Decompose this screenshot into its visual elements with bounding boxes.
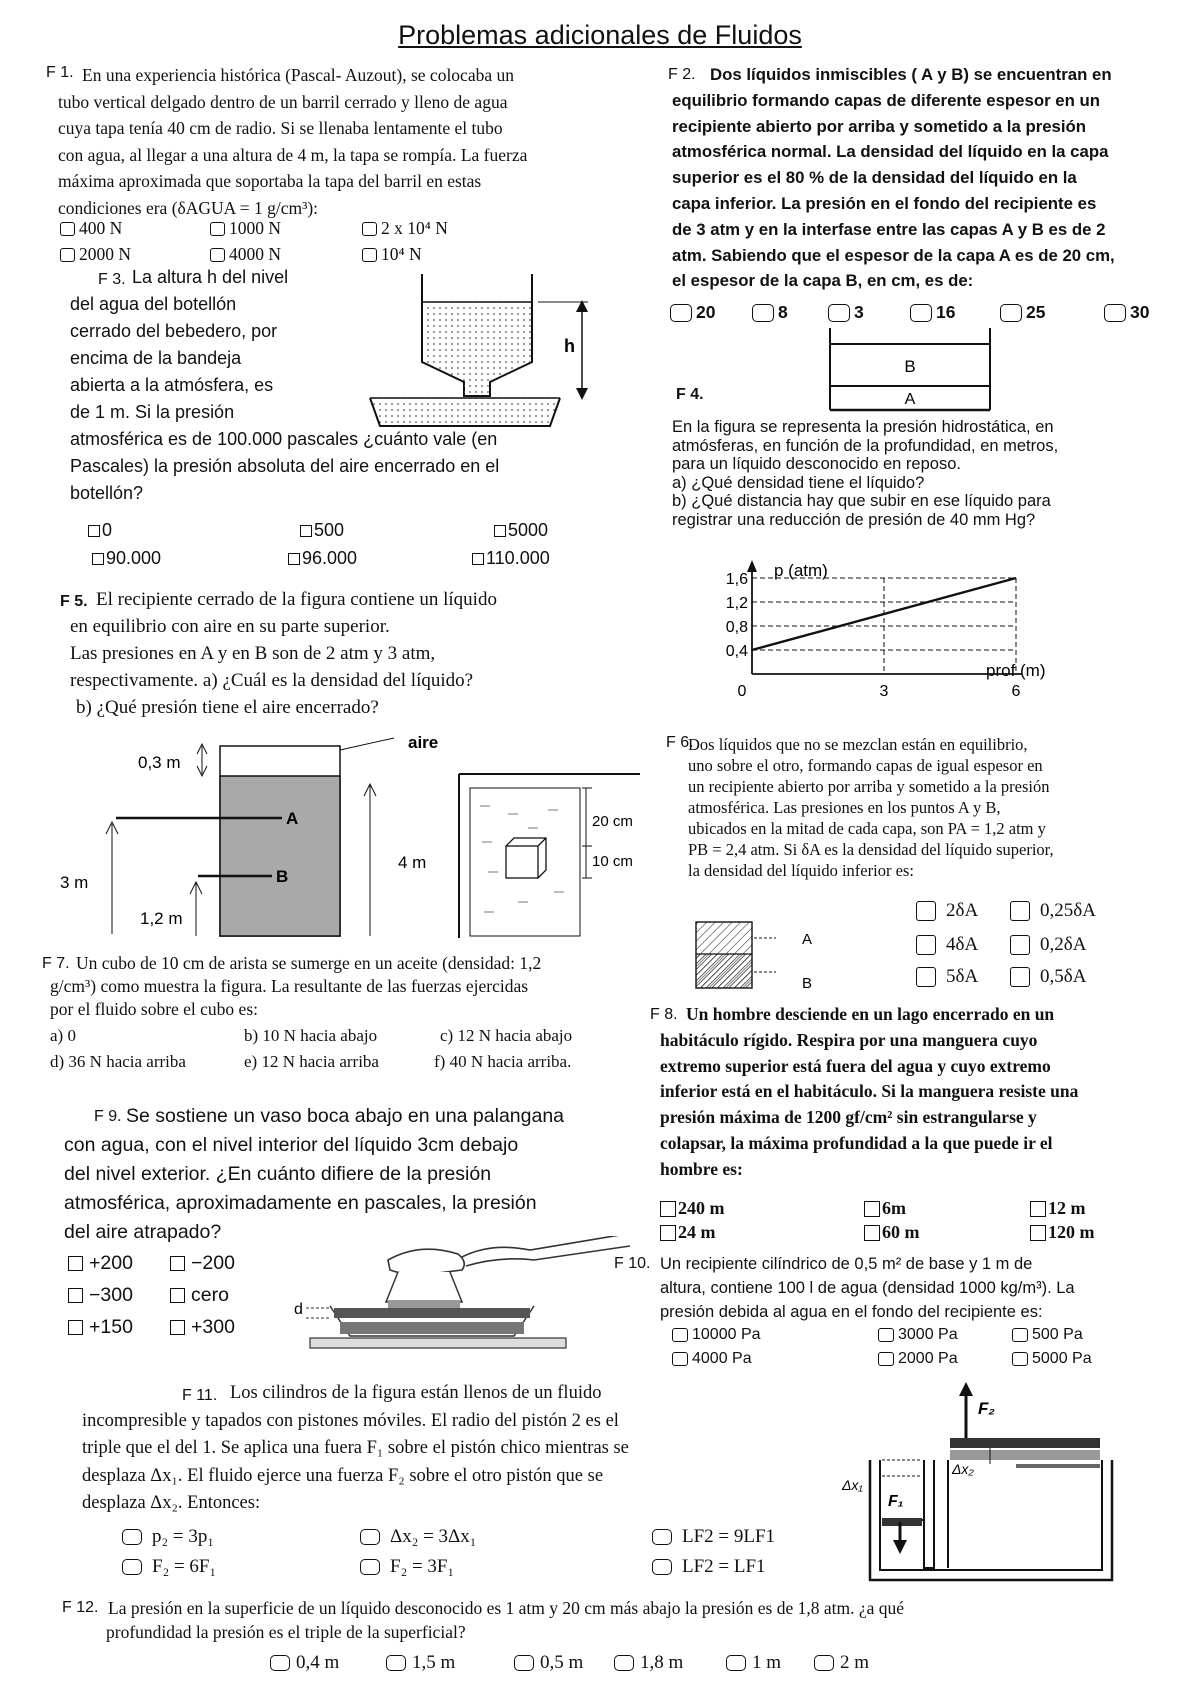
problem-number: F 10. bbox=[614, 1255, 651, 1272]
answer-option[interactable]: 10⁴ N bbox=[362, 244, 422, 265]
text-line: Las presiones en A y en B son de 2 atm y 3 atm, bbox=[70, 643, 436, 664]
checkbox[interactable] bbox=[1030, 1201, 1046, 1217]
text-line: inferior está en el habitáculo. Si la manguera resiste una bbox=[660, 1081, 1079, 1102]
f2-diagram bbox=[820, 326, 1000, 412]
checkbox[interactable] bbox=[60, 222, 75, 236]
checkbox[interactable] bbox=[68, 1320, 83, 1335]
x-tick-label: 6 bbox=[1011, 683, 1021, 700]
problem-number: F 4. bbox=[676, 386, 704, 403]
text-line: atm. Sabiendo que el espesor de la capa A es de 20 cm, bbox=[672, 245, 1115, 265]
problem-f5 bbox=[60, 586, 660, 721]
answer-option[interactable]: 0,5δA bbox=[1010, 966, 1086, 988]
text-line: Un recipiente cilíndrico de 0,5 m² de base y 1 m de bbox=[660, 1255, 1033, 1273]
right-dim-label: 4 m bbox=[398, 853, 427, 872]
problem-number: F 3. bbox=[98, 271, 126, 288]
answer-option[interactable]: p₂ = 3p₁ bbox=[122, 1526, 214, 1548]
point-b-label: B bbox=[802, 975, 813, 990]
answer-option[interactable]: cero bbox=[170, 1284, 229, 1307]
checkbox[interactable] bbox=[910, 304, 932, 322]
text-line: incompresible y tapados con pistones móviles. El radio del pistón 2 es el bbox=[82, 1410, 619, 1431]
f9-diagram bbox=[290, 1236, 630, 1366]
answer-option[interactable]: 2000 N bbox=[60, 244, 131, 265]
text-line: Un cubo de 10 cm de arista se sumerge en un aceite (densidad: 1,2 bbox=[76, 953, 542, 973]
answer-option[interactable]: d) 36 N hacia arriba bbox=[50, 1052, 186, 1071]
checkbox[interactable] bbox=[916, 901, 936, 921]
checkbox[interactable] bbox=[92, 553, 104, 565]
layer-b-label: B bbox=[904, 357, 916, 376]
bottom-dim-label: 1,2 m bbox=[140, 909, 183, 928]
text-line: capa inferior. La presión en el fondo del recipiente es bbox=[672, 193, 1097, 213]
problem-number: F 5. bbox=[60, 593, 88, 610]
answer-option[interactable]: e) 12 N hacia arriba bbox=[244, 1052, 379, 1071]
checkbox[interactable] bbox=[864, 1201, 880, 1217]
checkbox[interactable] bbox=[170, 1320, 185, 1335]
checkbox[interactable] bbox=[660, 1225, 676, 1241]
text-line: b) ¿Qué presión tiene el aire encerrado? bbox=[76, 697, 379, 718]
text-line: abierta a la atmósfera, es bbox=[70, 375, 274, 395]
text-line: habitáculo rígido. Respira por una manguera cuyo bbox=[660, 1029, 1038, 1050]
text-line: del aire atrapado? bbox=[64, 1221, 222, 1243]
answer-option[interactable]: 1,5 m bbox=[386, 1652, 455, 1674]
text-line: atmosférica normal. La densidad del líquido en la capa bbox=[672, 142, 1109, 162]
x-tick-label: 0 bbox=[737, 683, 747, 700]
checkbox[interactable] bbox=[652, 1559, 672, 1575]
checkbox[interactable] bbox=[726, 1655, 746, 1671]
f1-label: F₁ bbox=[888, 1493, 904, 1510]
text-line: del agua del botellón bbox=[70, 294, 237, 314]
text-line: tubo vertical delgado dentro de un barril cerrado y lleno de agua bbox=[58, 91, 508, 112]
checkbox[interactable] bbox=[472, 553, 484, 565]
checkbox[interactable] bbox=[300, 525, 312, 537]
answer-option[interactable]: 500 Pa bbox=[1012, 1326, 1083, 1344]
air-label: aire bbox=[408, 734, 439, 752]
answer-option[interactable]: 2000 Pa bbox=[878, 1350, 958, 1368]
text-line: PB = 2,4 atm. Si δA es la densidad del líquido superior, bbox=[688, 840, 1054, 859]
checkbox[interactable] bbox=[122, 1559, 142, 1575]
answer-option[interactable]: 5000 Pa bbox=[1012, 1350, 1092, 1368]
text-line: el espesor de la capa B, en cm, es de: bbox=[672, 271, 974, 291]
text-line: con agua, con el nivel interior del líquido 3cm debajo bbox=[64, 1134, 519, 1156]
text-line: un recipiente abierto por arriba y sometido a la presión bbox=[688, 777, 1050, 796]
checkbox[interactable] bbox=[288, 553, 300, 565]
answer-option[interactable]: 3000 Pa bbox=[878, 1326, 958, 1344]
answer-option[interactable]: 0,2δA bbox=[1010, 934, 1086, 956]
problem-f7 bbox=[42, 952, 662, 1021]
answer-option[interactable]: −300 bbox=[68, 1284, 133, 1307]
text-line: hombre es: bbox=[660, 1158, 743, 1179]
answer-option[interactable]: F₂ = 3F₁ bbox=[360, 1556, 454, 1578]
checkbox[interactable] bbox=[68, 1256, 83, 1271]
point-b-label: B bbox=[276, 867, 289, 886]
problem-f12 bbox=[62, 1596, 1192, 1644]
point-a-label: A bbox=[286, 809, 299, 828]
checkbox[interactable] bbox=[170, 1288, 185, 1303]
answer-option[interactable]: LF2 = LF1 bbox=[652, 1556, 766, 1578]
text-line: equilibrio formando capas de diferente espesor en un bbox=[672, 90, 1101, 110]
text-line: Un hombre desciende en un lago encerrado en un bbox=[686, 1004, 1055, 1024]
checkbox[interactable] bbox=[362, 248, 377, 262]
problem-number: F 9. bbox=[94, 1108, 122, 1125]
text-line: Pascales) la presión absoluta del aire encerrado en el bbox=[70, 456, 500, 476]
checkbox[interactable] bbox=[514, 1655, 534, 1671]
answer-option[interactable]: 120 m bbox=[1030, 1222, 1095, 1243]
text-line: respectivamente. a) ¿Cuál es la densidad del líquido? bbox=[70, 670, 474, 691]
depth-label: 20 cm bbox=[592, 813, 633, 830]
text-line: Se sostiene un vaso boca abajo en una palangana bbox=[126, 1105, 565, 1127]
answer-option[interactable]: LF2 = 9LF1 bbox=[652, 1526, 775, 1548]
text-line: recipiente abierto por arriba y sometido a la presión bbox=[672, 116, 1087, 136]
checkbox[interactable] bbox=[672, 1328, 688, 1342]
f5-diagram bbox=[54, 734, 454, 940]
f7-diagram bbox=[458, 772, 648, 938]
dx2-label: Δx₂ bbox=[952, 1461, 974, 1477]
text-line: atmosférica. Las presiones en los puntos A y B, bbox=[688, 798, 1001, 817]
checkbox[interactable] bbox=[210, 222, 225, 236]
checkbox[interactable] bbox=[1010, 967, 1030, 987]
x-axis-label: prof (m) bbox=[986, 661, 1046, 680]
answer-option[interactable]: 96.000 bbox=[288, 548, 357, 569]
text-line: condiciones era (δAGUA = 1 g/cm³): bbox=[58, 197, 319, 218]
f3-diagram bbox=[360, 270, 600, 430]
answer-option[interactable]: 500 bbox=[300, 520, 344, 541]
problem-f8 bbox=[650, 1002, 1194, 1183]
answer-option[interactable]: 16 bbox=[910, 302, 955, 323]
checkbox[interactable] bbox=[68, 1288, 83, 1303]
checkbox[interactable] bbox=[752, 304, 774, 322]
problem-number: F 8. bbox=[650, 1006, 678, 1023]
checkbox[interactable] bbox=[878, 1352, 894, 1366]
checkbox[interactable] bbox=[386, 1655, 406, 1671]
answer-option[interactable]: Δx₂ = 3Δx₁ bbox=[360, 1526, 476, 1548]
answer-option[interactable]: 1 m bbox=[726, 1652, 781, 1674]
text-line: desplaza Δx₂. Entonces: bbox=[82, 1493, 261, 1513]
text-line: g/cm³) como muestra la figura. La resultante de las fuerzas ejercidas bbox=[50, 976, 529, 996]
problem-number: F 7. bbox=[42, 955, 70, 972]
answer-option[interactable]: 1,8 m bbox=[614, 1652, 683, 1674]
answer-option[interactable]: 5000 bbox=[494, 520, 548, 541]
problem-f1 bbox=[46, 62, 646, 222]
h-label: h bbox=[564, 336, 575, 356]
left-dim-label: 3 m bbox=[60, 873, 89, 892]
layer-a-label: A bbox=[904, 391, 916, 408]
checkbox[interactable] bbox=[660, 1201, 676, 1217]
text-line: presión máxima de 1200 gf/cm² sin estrangularse y bbox=[660, 1107, 1037, 1128]
answer-option[interactable]: 20 bbox=[670, 302, 715, 323]
text-line: encima de la bandeja bbox=[70, 348, 242, 368]
text-line: cerrado del bebedero, por bbox=[70, 321, 278, 341]
d-label: d bbox=[294, 1301, 303, 1318]
checkbox[interactable] bbox=[672, 1352, 688, 1366]
checkbox[interactable] bbox=[828, 304, 850, 322]
answer-option[interactable]: 6m bbox=[864, 1198, 906, 1219]
answer-option[interactable]: 4000 Pa bbox=[672, 1350, 752, 1368]
text-line: de 1 m. Si la presión bbox=[70, 402, 235, 422]
checkbox[interactable] bbox=[1010, 935, 1030, 955]
text-line: a) ¿Qué densidad tiene el líquido? bbox=[672, 473, 925, 492]
answer-option[interactable]: c) 12 N hacia abajo bbox=[440, 1026, 573, 1045]
checkbox[interactable] bbox=[88, 525, 100, 537]
y-tick-label: 1,6 bbox=[725, 571, 748, 588]
checkbox[interactable] bbox=[916, 967, 936, 987]
checkbox[interactable] bbox=[122, 1529, 142, 1545]
checkbox[interactable] bbox=[362, 222, 377, 236]
answer-option[interactable]: 110.000 bbox=[472, 548, 550, 569]
text-line: máxima aproximada que soportaba la tapa del barril en estas bbox=[58, 171, 482, 192]
text-line: atmosférica, aproximadamente en pascales, la presión bbox=[64, 1192, 537, 1214]
checkbox[interactable] bbox=[670, 304, 692, 322]
answer-option[interactable]: −200 bbox=[170, 1252, 235, 1275]
text-line: con agua, al llegar a una altura de 4 m, la tapa se rompía. La fuerza bbox=[58, 144, 528, 165]
y-axis-label: p (atm) bbox=[774, 561, 828, 580]
answer-option[interactable]: 400 N bbox=[60, 218, 122, 239]
checkbox[interactable] bbox=[360, 1559, 380, 1575]
text-line: por el fluido sobre el cubo es: bbox=[50, 999, 259, 1019]
answer-option[interactable]: a) 0 bbox=[50, 1026, 76, 1045]
answer-option[interactable]: 0,25δA bbox=[1010, 900, 1096, 922]
text-line: registrar una reducción de presión de 40 mm Hg? bbox=[672, 510, 1036, 529]
f6-diagram bbox=[684, 902, 834, 990]
problem-f6 bbox=[666, 734, 1196, 881]
answer-option[interactable]: +150 bbox=[68, 1316, 133, 1339]
answer-option[interactable]: 30 bbox=[1104, 302, 1149, 323]
text-line: cuya tapa tenía 40 cm de radio. Si se llenaba lentamente el tubo bbox=[58, 118, 503, 139]
checkbox[interactable] bbox=[1012, 1352, 1028, 1366]
y-axis-arrow-icon bbox=[747, 560, 757, 572]
text-line: extremo superior está fuera del agua y cuyo extremo bbox=[660, 1055, 1051, 1076]
problem-f9 bbox=[64, 1102, 644, 1247]
answer-option[interactable]: 4δA bbox=[916, 934, 978, 956]
cube-size-label: 10 cm bbox=[592, 853, 633, 870]
answer-option[interactable]: f) 40 N hacia arriba. bbox=[434, 1052, 572, 1071]
text-line: La altura h del nivel bbox=[132, 267, 289, 287]
problem-f4 bbox=[672, 418, 1192, 529]
text-line: botellón? bbox=[70, 483, 144, 503]
text-line: Dos líquidos inmiscibles ( A y B) se encuentran en bbox=[710, 65, 1112, 84]
text-line: El recipiente cerrado de la figura contiene un líquido bbox=[96, 589, 497, 610]
answer-option[interactable]: +200 bbox=[68, 1252, 133, 1275]
text-line: La presión en la superficie de un líquido desconocido es 1 atm y 20 cm más abajo la presión es de 1,8 atm. ¿a qué bbox=[108, 1598, 905, 1618]
answer-option[interactable]: 60 m bbox=[864, 1222, 920, 1243]
text-line: uno sobre el otro, formando capas de igual espesor en bbox=[688, 756, 1043, 775]
answer-option[interactable]: b) 10 N hacia abajo bbox=[244, 1026, 378, 1045]
dx1-label: Δx₁ bbox=[842, 1477, 863, 1493]
checkbox[interactable] bbox=[878, 1328, 894, 1342]
answer-option[interactable]: 240 m bbox=[660, 1198, 725, 1219]
problem-f2 bbox=[668, 62, 1192, 294]
problem-number: F 6. bbox=[666, 734, 694, 751]
checkbox[interactable] bbox=[652, 1529, 672, 1545]
y-tick-label: 1,2 bbox=[725, 595, 748, 612]
checkbox[interactable] bbox=[1012, 1328, 1028, 1342]
text-line: superior es el 80 % de la densidad del líquido en la bbox=[672, 168, 1077, 188]
checkbox[interactable] bbox=[170, 1256, 185, 1271]
answer-option[interactable]: F₂ = 6F₁ bbox=[122, 1556, 216, 1578]
answer-option[interactable]: 2δA bbox=[916, 900, 978, 922]
problem-number: F 2. bbox=[668, 66, 696, 83]
checkbox[interactable] bbox=[270, 1655, 290, 1671]
text-line: en equilibrio con aire en su parte superior. bbox=[70, 616, 390, 637]
answer-option[interactable]: 2 m bbox=[814, 1652, 869, 1674]
text-line: atmósferas, en función de la profundidad, en metros, bbox=[672, 436, 1059, 455]
answer-option[interactable]: 0,4 m bbox=[270, 1652, 339, 1674]
answer-option[interactable]: 0 bbox=[88, 520, 112, 541]
f4-chart bbox=[700, 556, 1100, 732]
checkbox[interactable] bbox=[1000, 304, 1022, 322]
problem-f10 bbox=[614, 1252, 1194, 1324]
text-line: En la figura se representa la presión hidrostática, en bbox=[672, 418, 1054, 436]
text-line: En una experiencia histórica (Pascal- Auzout), se colocaba un bbox=[82, 65, 514, 85]
checkbox[interactable] bbox=[1104, 304, 1126, 322]
point-a-label: A bbox=[802, 931, 813, 948]
checkbox[interactable] bbox=[360, 1529, 380, 1545]
answer-option[interactable]: 5δA bbox=[916, 966, 978, 988]
text-line: colapsar, la máxima profundidad a la que puede ir el bbox=[660, 1132, 1053, 1153]
answer-option[interactable]: 2 x 10⁴ N bbox=[362, 218, 448, 239]
text-line: profundidad la presión es el triple de la superficial? bbox=[106, 1622, 466, 1642]
text-line: desplaza Δx₁. El fluido ejerce una fuerza F₂ sobre el otro pistón que se bbox=[82, 1465, 604, 1486]
checkbox[interactable] bbox=[916, 935, 936, 955]
text-line: la densidad del líquido inferior es: bbox=[688, 861, 914, 880]
f2-label: F₂ bbox=[978, 1399, 995, 1418]
text-line: para un líquido desconocido en reposo. bbox=[672, 455, 961, 473]
answer-option[interactable]: 1000 N bbox=[210, 218, 281, 239]
y-tick-label: 0,4 bbox=[725, 643, 748, 660]
text-line: triple que el del 1. Se aplica una fuera F₁ sobre el pistón chico mientras se bbox=[82, 1438, 629, 1458]
text-line: presión debida al agua en el fondo del recipiente es: bbox=[660, 1303, 1043, 1321]
f11-diagram bbox=[806, 1378, 1126, 1584]
checkbox[interactable] bbox=[864, 1225, 880, 1241]
problem-number: F 1. bbox=[46, 64, 74, 81]
answer-option[interactable]: 8 bbox=[752, 302, 788, 323]
text-line: atmosférica es de 100.000 pascales ¿cuánto vale (en bbox=[70, 429, 498, 449]
checkbox[interactable] bbox=[1010, 901, 1030, 921]
text-line: ubicados en la mitad de cada capa, son PA = 1,2 atm y bbox=[688, 819, 1046, 838]
text-line: Dos líquidos que no se mezclan están en equilibrio, bbox=[688, 735, 1028, 754]
checkbox[interactable] bbox=[60, 248, 75, 262]
checkbox[interactable] bbox=[814, 1655, 834, 1671]
page-title: Problemas adicionales de Fluidos bbox=[398, 20, 802, 50]
answer-option[interactable]: 12 m bbox=[1030, 1198, 1086, 1219]
answer-option[interactable]: 10000 Pa bbox=[672, 1326, 761, 1344]
text-line: b) ¿Qué distancia hay que subir en ese líquido para bbox=[672, 492, 1051, 510]
text-line: de 3 atm y en la interfase entre las capas A y B es de 2 bbox=[672, 219, 1106, 239]
answer-option[interactable]: 90.000 bbox=[92, 548, 161, 569]
text-line: Los cilindros de la figura están llenos de un fluido bbox=[230, 1383, 602, 1403]
y-tick-label: 0,8 bbox=[725, 619, 748, 636]
answer-option[interactable]: 25 bbox=[1000, 302, 1045, 323]
checkbox[interactable] bbox=[1030, 1225, 1046, 1241]
x-tick-label: 3 bbox=[879, 683, 889, 700]
answer-option[interactable]: 4000 N bbox=[210, 244, 281, 265]
checkbox[interactable] bbox=[494, 525, 506, 537]
problem-number: F 11. bbox=[182, 1387, 218, 1404]
problem-number: F 12. bbox=[62, 1599, 99, 1616]
answer-option[interactable]: 24 m bbox=[660, 1222, 716, 1243]
top-dim-label: 0,3 m bbox=[138, 753, 181, 772]
text-line: del nivel exterior. ¿En cuánto difiere de la presión bbox=[64, 1163, 492, 1185]
answer-option[interactable]: +300 bbox=[170, 1316, 235, 1339]
problem-f11 bbox=[82, 1380, 802, 1518]
answer-option[interactable]: 0,5 m bbox=[514, 1652, 583, 1674]
checkbox[interactable] bbox=[614, 1655, 634, 1671]
text-line: altura, contiene 100 l de agua (densidad 1000 kg/m³). La bbox=[660, 1279, 1075, 1297]
answer-option[interactable]: 3 bbox=[828, 302, 864, 323]
checkbox[interactable] bbox=[210, 248, 225, 262]
